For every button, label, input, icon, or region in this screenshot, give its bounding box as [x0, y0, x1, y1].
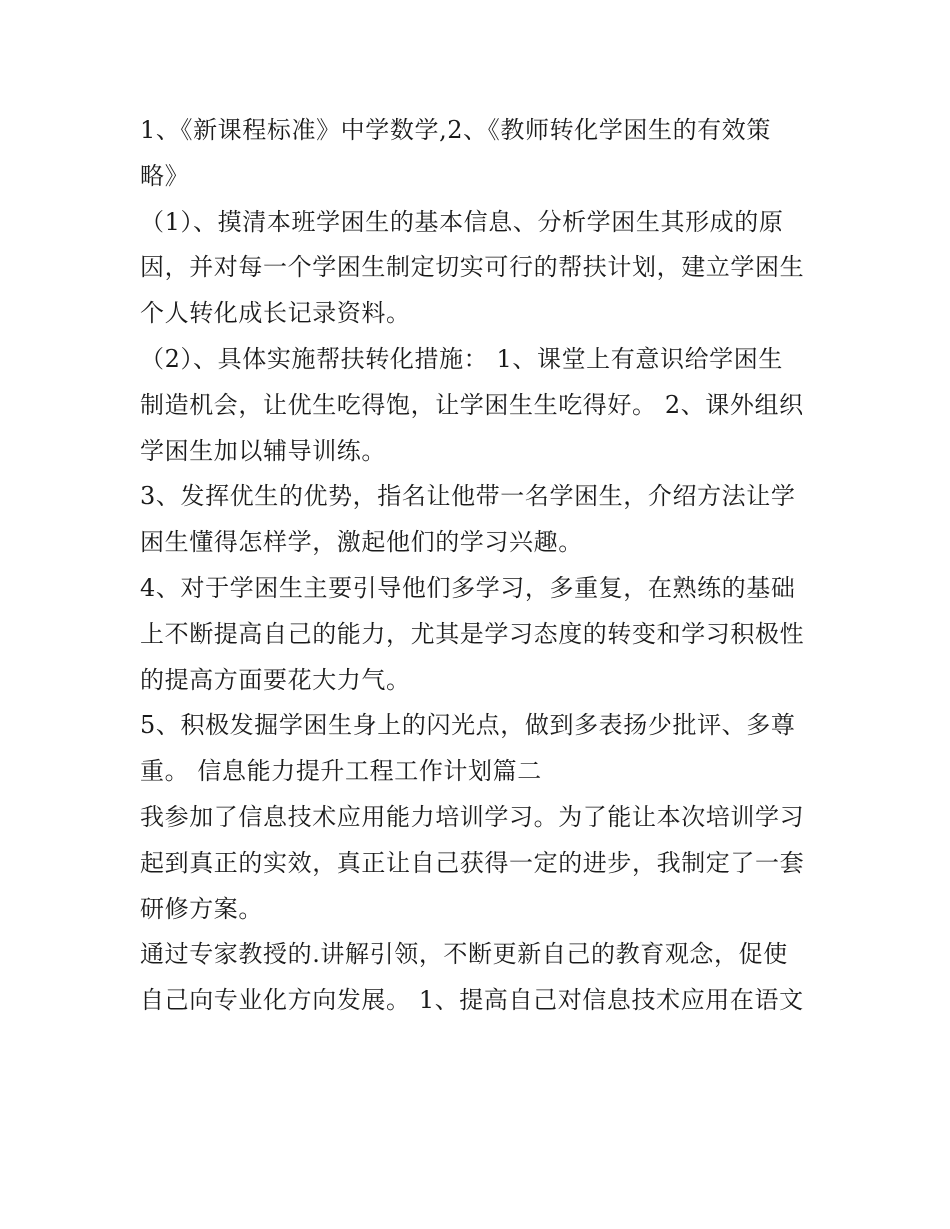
text-line: 困生懂得怎样学，激起他们的学习兴趣。: [140, 528, 583, 557]
text-line: 通过专家教授的.讲解引领，不断更新自己的教育观念，促使: [140, 940, 788, 969]
text-line: 的提高方面要花大力气。: [140, 665, 411, 694]
text-line: 重。 信息能力提升工程工作计划篇二: [140, 757, 542, 786]
text-line: 起到真正的实效，真正让自己获得一定的进步，我制定了一套: [140, 848, 805, 877]
paragraph-step-2: [140, 337, 830, 474]
paragraph-training: [140, 795, 830, 932]
document-body: [140, 108, 830, 1024]
text-line: 学困生加以辅导训练。: [140, 436, 386, 465]
text-line: 略》: [140, 161, 190, 190]
text-line: 3、发挥优生的优势，指名让他带一名学困生，介绍方法让学: [140, 482, 796, 511]
text-line: （2）、具体实施帮扶转化措施： 1、课堂上有意识给学困生: [140, 344, 783, 373]
text-line: 上不断提高自己的能力，尤其是学习态度的转变和学习积极性: [140, 619, 805, 648]
text-line: 个人转化成长记录资料。: [140, 299, 411, 328]
paragraph-expert-guidance: [140, 932, 830, 1024]
text-line: 自己向专业化方向发展。 1、提高自己对信息技术应用在语文: [140, 986, 804, 1015]
text-line: 我参加了信息技术应用能力培训学习。为了能让本次培训学习: [140, 802, 805, 831]
paragraph-item-3: [140, 474, 830, 566]
paragraph-item-4: [140, 566, 830, 703]
text-line: 4、对于学困生主要引导他们多学习，多重复，在熟练的基础: [140, 573, 796, 602]
paragraph-item-5: [140, 703, 830, 795]
text-line: 制造机会，让优生吃得饱，让学困生生吃得好。 2、课外组织: [140, 390, 804, 419]
paragraph-references: [140, 108, 830, 200]
text-line: 研修方案。: [140, 894, 263, 923]
text-line: 因，并对每一个学困生制定切实可行的帮扶计划，建立学困生: [140, 253, 805, 282]
text-line: 5、积极发掘学困生身上的闪光点，做到多表扬少批评、多尊: [140, 711, 796, 740]
text-line: （1）、摸清本班学困生的基本信息、分析学困生其形成的原: [140, 207, 784, 236]
paragraph-step-1: [140, 200, 830, 337]
text-line: 1、《新课程标准》中学数学,2、《教师转化学困生的有效策: [140, 116, 771, 144]
